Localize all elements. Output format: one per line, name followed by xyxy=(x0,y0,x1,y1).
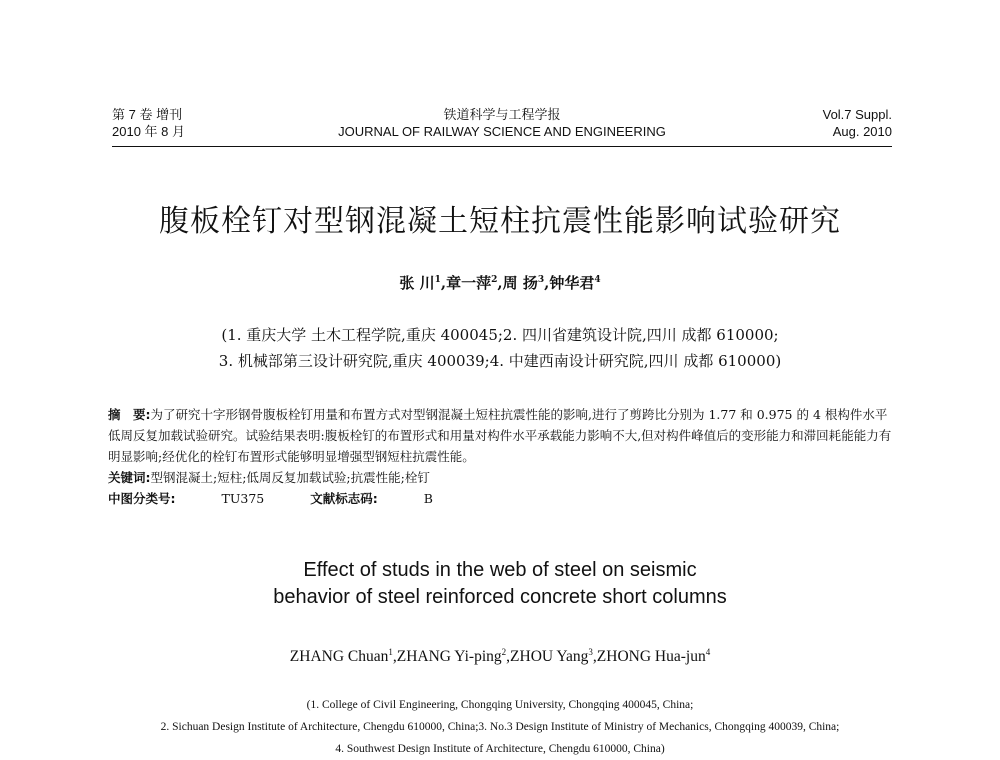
affiliation-line-cn: (1. 重庆大学 土木工程学院,重庆 400045;2. 四川省建筑设计院,四川 成都 610000; xyxy=(221,326,779,344)
affiliation-line-en: (1. College of Civil Engineering, Chongqing University, Chongqing 400045, China; xyxy=(306,699,694,711)
journal-name-cn: 铁道科学与工程学报 xyxy=(443,107,561,122)
author-cn: 钟华君$^4$ xyxy=(549,274,601,292)
keywords xyxy=(108,467,898,488)
date-cn: 2010 年 8 月 xyxy=(112,124,185,139)
author-cn: 周 扬$^3$, xyxy=(502,274,550,292)
abstract-block xyxy=(108,404,898,509)
classification-line xyxy=(108,488,898,509)
keywords-text: 型钢混凝土;短柱;低周反复加载试验;抗震性能;栓钉 xyxy=(150,470,430,485)
volume-en: Vol.7 Suppl. xyxy=(822,107,892,122)
title-en-line: behavior of steel reinforced concrete short columns xyxy=(273,586,727,608)
author-en: ZHANG Yi-ping$^2$, xyxy=(396,647,511,666)
keywords-label: 关键词: xyxy=(108,470,151,485)
abstract-text: 为了研究十字形钢骨腹板栓钉用量和布置方式对型钢混凝土短柱抗震性能的影响,进行了剪跨比分别为 1.77 和 0.975 的 4 根构件水平低周反复加载试验研究。试验结果表明:腹板栓钉的布置形式和用量对构件水平承载能力影响不大,但对构件峰值后的变形能力和滞回耗能能力有明显影响;经优化的栓钉布置形式能够明显增强型钢短柱抗震性能。 xyxy=(108,407,892,464)
author-en: ZHONG Hua-jun$^4$ xyxy=(596,647,711,666)
header-right xyxy=(823,106,892,140)
abstract-label: 摘 要: xyxy=(108,407,151,422)
affiliations-cn xyxy=(0,322,1000,374)
affiliation-line-en: 2. Sichuan Design Institute of Architecture, Chengdu 610000, China;3. No.3 Design Institute of Ministry of Mechanics, Chongqing 400039, China; xyxy=(160,721,840,733)
paper-title-cn: 腹板栓钉对型钢混凝土短柱抗震性能影响试验研究 xyxy=(159,204,841,239)
title-en-line: Effect of studs in the web of steel on seismic xyxy=(303,559,697,581)
author-cn: 章一萍$^2$, xyxy=(446,274,503,292)
header-center xyxy=(112,106,892,140)
author-list-cn xyxy=(0,272,1000,293)
affiliation-line-cn: 3. 机械部第三设计研究院,重庆 400039;4. 中建西南设计研究院,四川 成都 610000) xyxy=(218,352,782,370)
author-list-en xyxy=(0,647,1000,666)
author-en: ZHANG Chuan$^1$, xyxy=(289,647,397,666)
date-en: Aug. 2010 xyxy=(832,124,892,139)
author-cn: 张 川$^1$, xyxy=(399,274,447,292)
affiliation-line-en: 4. Southwest Design Institute of Architecture, Chengdu 610000, China) xyxy=(335,743,665,755)
abstract xyxy=(108,404,898,467)
affiliations-en xyxy=(0,694,1000,760)
journal-name-en: JOURNAL OF RAILWAY SCIENCE AND ENGINEERING xyxy=(338,124,666,139)
paper-title-en xyxy=(0,557,1000,611)
volume-cn: 第 7 卷 增刊 xyxy=(112,107,183,122)
journal-header xyxy=(112,106,892,148)
clc-code: 中图分类号: TU375 xyxy=(108,491,265,506)
author-en: ZHOU Yang$^3$, xyxy=(510,647,597,666)
header-rule xyxy=(112,146,892,147)
document-code: 文献标志码: B xyxy=(310,491,433,506)
